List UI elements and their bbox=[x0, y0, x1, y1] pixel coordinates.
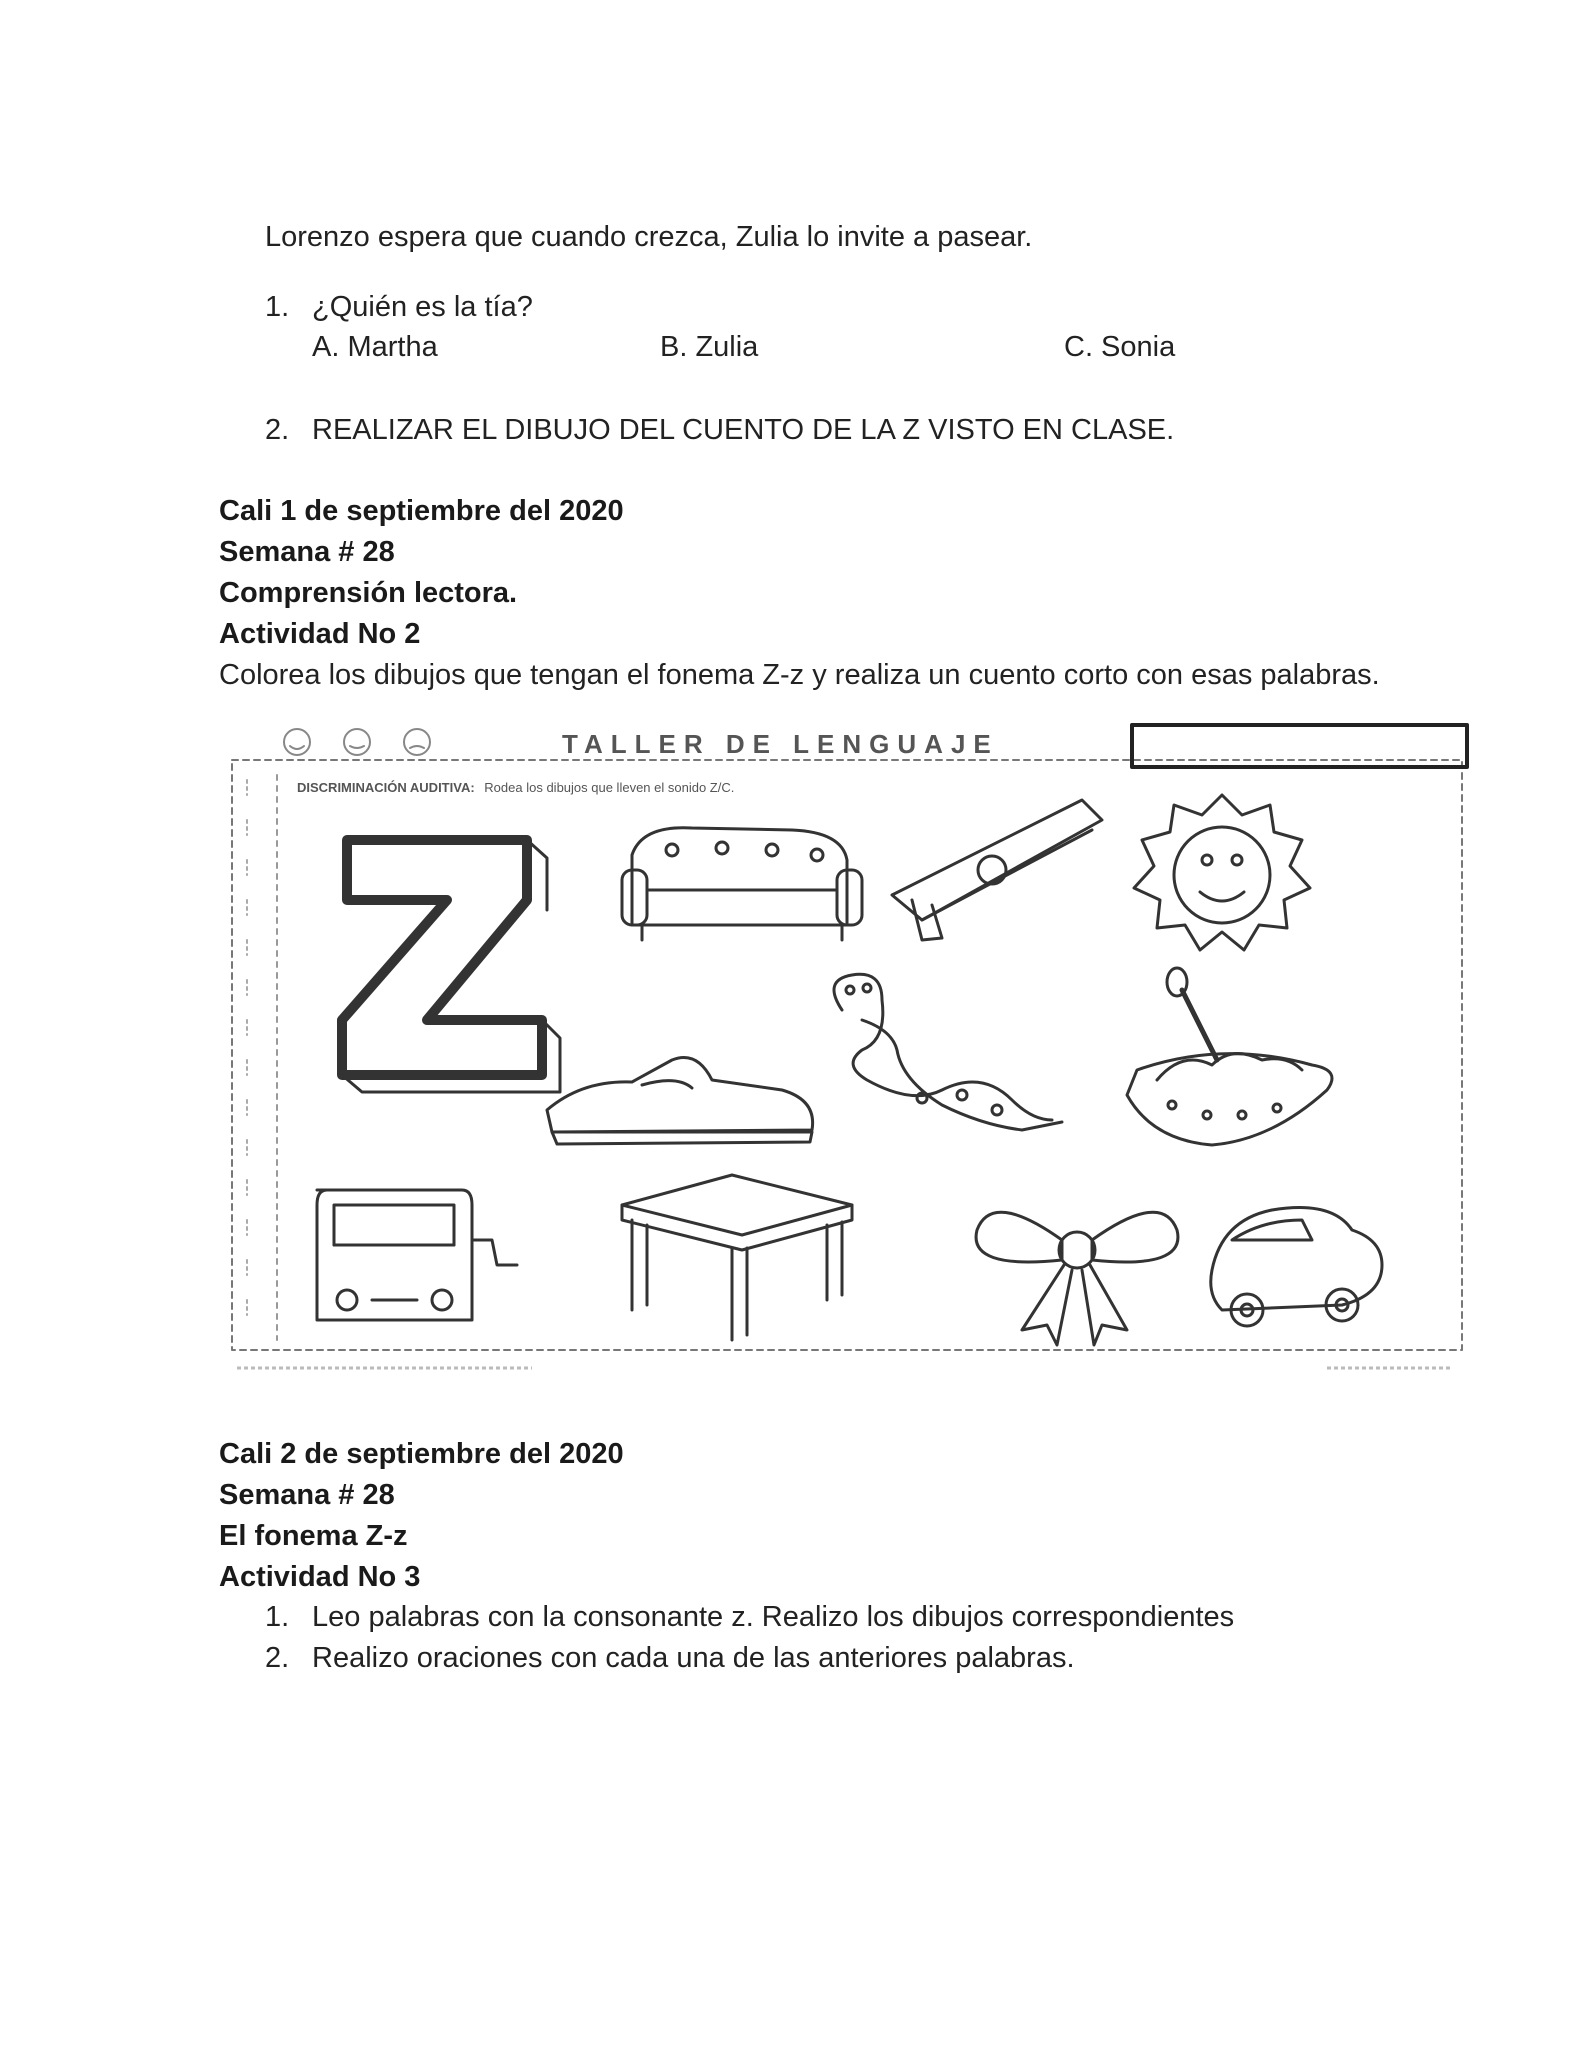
section1-subject: Comprensión lectora. bbox=[219, 577, 518, 609]
section2-item1-number: 1. bbox=[265, 1601, 290, 1633]
smiley-faces-icon bbox=[284, 729, 430, 755]
option-b: B. Zulia bbox=[660, 331, 759, 363]
section2-item1-text: Leo palabras con la consonante z. Realizo los dibujos correspondientes bbox=[312, 1601, 1235, 1633]
option-a: A. Martha bbox=[312, 331, 438, 363]
question2-number: 2. bbox=[265, 414, 290, 446]
shoe-icon bbox=[547, 1058, 813, 1145]
worksheet-image bbox=[222, 720, 1470, 1380]
section2-activity: Actividad No 3 bbox=[219, 1561, 421, 1593]
letter-z-icon bbox=[342, 840, 542, 1075]
section1-activity: Actividad No 2 bbox=[219, 618, 421, 650]
story-line: Lorenzo espera que cuando crezca, Zulia lo invite a pasear. bbox=[265, 221, 1033, 253]
section2-item2-text: Realizo oraciones con cada una de las anteriores palabras. bbox=[312, 1642, 1075, 1674]
section1-week: Semana # 28 bbox=[219, 536, 395, 568]
snake-icon bbox=[834, 974, 1062, 1130]
section2-date: Cali 2 de septiembre del 2020 bbox=[219, 1438, 624, 1470]
bowl-icon bbox=[1127, 968, 1332, 1145]
question1-text: ¿Quién es la tía? bbox=[312, 291, 533, 323]
svg-text:DISCRIMINACIÓN AUDITIVA: bbox=[297, 780, 734, 795]
question1-number: 1. bbox=[265, 291, 290, 323]
section1-instruction: Colorea los dibujos que tengan el fonema Z-z y realiza un cuento corto con esas palabras. bbox=[219, 659, 1380, 691]
table-icon bbox=[622, 1175, 852, 1340]
section2-week: Semana # 28 bbox=[219, 1479, 395, 1511]
worksheet-instruction-label: DISCRIMINACIÓN AUDITIVA: bbox=[297, 780, 475, 795]
section2-subject: El fonema Z-z bbox=[219, 1520, 408, 1552]
clothespin-icon bbox=[892, 800, 1102, 940]
option-c: C. Sonia bbox=[1064, 331, 1176, 363]
section1-date: Cali 1 de septiembre del 2020 bbox=[219, 495, 624, 527]
worksheet-title: TALLER DE LENGUAJE bbox=[562, 729, 999, 759]
bow-icon bbox=[976, 1212, 1178, 1345]
section2-item2-number: 2. bbox=[265, 1642, 290, 1674]
question2-text: REALIZAR EL DIBUJO DEL CUENTO DE LA Z VISTO EN CLASE. bbox=[312, 414, 1175, 446]
sofa-icon bbox=[622, 828, 862, 940]
car-icon bbox=[1211, 1208, 1382, 1327]
bus-icon bbox=[317, 1190, 517, 1320]
sun-icon bbox=[1134, 795, 1310, 950]
worksheet-instruction-text: Rodea los dibujos que lleven el sonido Z/C. bbox=[484, 780, 735, 795]
